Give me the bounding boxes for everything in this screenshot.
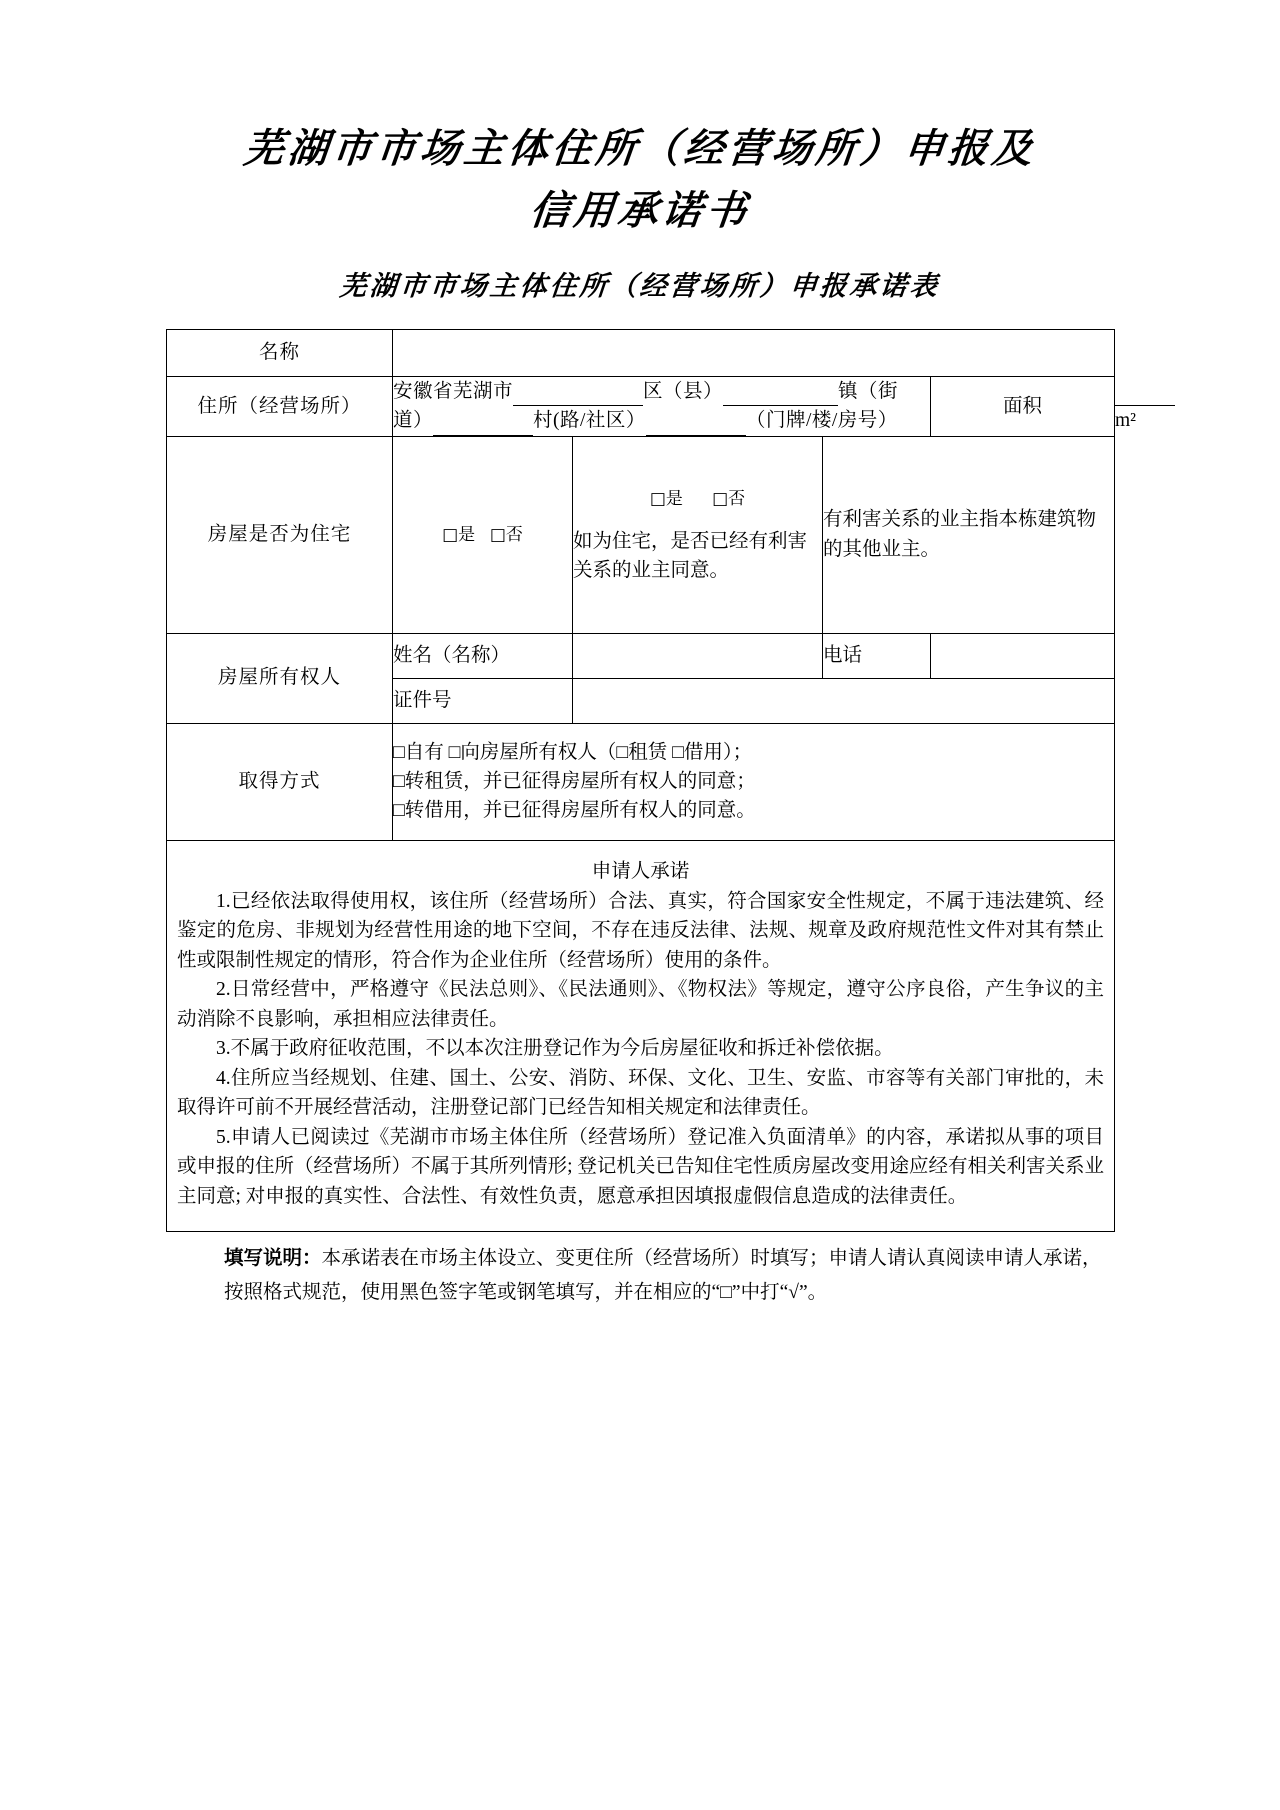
commitment-body: [167, 887, 1114, 1218]
address-blank-town[interactable]: [723, 383, 838, 406]
instructions-line-2: 按照格式规范，使用黑色签字笔或钢笔填写，并在相应的“□”中打“√”。: [224, 1281, 828, 1303]
instructions-text-1: 本承诺表在市场主体设立、变更住所（经营场所）时填写；申请人请认真阅读申请人承诺，: [321, 1247, 1102, 1269]
checkbox-consent-no[interactable]: □否: [712, 488, 746, 509]
address-blank-house[interactable]: [646, 413, 746, 436]
document-subtitle: 芜湖市市场主体住所（经营场所）申报承诺表: [338, 271, 942, 302]
address-village-suffix: 村(路/社区）: [533, 410, 646, 432]
consent-options: [573, 484, 822, 513]
address-line2-prefix: 道）: [393, 410, 434, 432]
area-blank[interactable]: [1115, 383, 1175, 406]
acquire-option-2[interactable]: □转租赁，并已征得房屋所有权人的同意；: [393, 770, 756, 792]
table-row-address: [167, 377, 1115, 437]
instructions-label: 填写说明：: [224, 1247, 322, 1269]
field-owner-consent[interactable]: [573, 436, 823, 633]
table-row-acquire: [167, 723, 1115, 840]
title-block: [0, 0, 1280, 303]
field-owner-name[interactable]: [573, 633, 823, 678]
commitment-paragraph-3: 3.不属于政府征收范围，不以本次注册登记作为今后房屋征收和拆迁补偿依据。: [216, 1038, 894, 1060]
address-house-suffix: （门牌/楼/房号）: [745, 410, 898, 432]
label-area: 面积: [931, 377, 1115, 437]
field-owner-phone[interactable]: [931, 633, 1115, 678]
residential-note: 有利害关系的业主指本栋建筑物的其他业主。: [823, 436, 1115, 633]
label-entity-name: 名称: [167, 330, 393, 377]
commitment-paragraph-5: 5.申请人已阅读过《芜湖市市场主体住所（经营场所）登记准入负面清单》的内容，承诺拟从事的项目或申报的住所（经营场所）不属于其所列情形; 登记机关已告知住宅性质房屋改变用途应经有相关利害关系业主同意; 对申报的真实性、合法性、有效性负责，愿意承担因填报虚假信息造成的法律责任。: [177, 1126, 1104, 1207]
field-entity-name[interactable]: [393, 330, 1115, 377]
table-row-commitment: [167, 840, 1115, 1231]
form-table-wrapper: [166, 329, 1137, 1232]
document-title-line-2: 信用承诺书: [527, 187, 753, 234]
checkbox-residential-no[interactable]: □否: [489, 524, 523, 545]
address-district-suffix: 区（县）: [643, 381, 724, 402]
table-row-name: [167, 330, 1115, 377]
label-owner-phone: 电话: [823, 633, 931, 678]
checkbox-consent-yes[interactable]: □是: [649, 488, 683, 509]
consent-question-text: 如为住宅，是否已经有利害关系的业主同意。: [573, 530, 808, 582]
commitment-cell: [167, 840, 1115, 1231]
address-prefix: 安徽省芜湖市: [393, 381, 514, 402]
declaration-form-table: [166, 329, 1137, 1232]
address-blank-district[interactable]: [513, 383, 643, 406]
field-residential-choice[interactable]: [393, 436, 573, 633]
label-is-residential: 房屋是否为住宅: [167, 436, 393, 633]
commitment-paragraph-1: 1.已经依法取得使用权，该住所（经营场所）合法、真实，符合国家安全性规定，不属于违法建筑、经鉴定的危房、非规划为经营性用途的地下空间，不存在违反法律、法规、规章及政府规范性文件对其有禁止性或限制性规定的情形，符合作为企业住所（经营场所）使用的条件。: [177, 890, 1104, 971]
acquire-option-3[interactable]: □转借用，并已征得房屋所有权人的同意。: [393, 800, 756, 822]
document-title-line-1: 芜湖市市场主体住所（经营场所）申报及: [241, 125, 1039, 172]
instructions-line-1: [224, 1242, 1114, 1276]
commitment-paragraph-4: 4.住所应当经规划、住建、国土、公安、消防、环保、文化、卫生、安监、市容等有关部门审批的，未取得许可前不开展经营活动，注册登记部门已经告知相关规定和法律责任。: [177, 1067, 1104, 1119]
label-owner-name: 姓名（名称）: [393, 633, 573, 678]
label-house-owner: 房屋所有权人: [167, 633, 393, 723]
form-instructions: [166, 1242, 1114, 1310]
table-row-residential: [167, 436, 1115, 633]
commitment-paragraph-2: 2.日常经营中，严格遵守《民法总则》、《民法通则》、《物权法》等规定，遵守公序良俗，产生争议的主动消除不良影响，承担相应法律责任。: [177, 979, 1104, 1030]
field-acquire-options[interactable]: [393, 723, 1115, 840]
table-row-owner-name: [167, 633, 1115, 678]
checkbox-residential-yes[interactable]: □是: [442, 524, 476, 545]
address-blank-village[interactable]: [433, 413, 533, 436]
label-acquire-method: 取得方式: [167, 723, 393, 840]
field-address-composite[interactable]: [393, 377, 931, 437]
label-address: 住所（经营场所）: [167, 377, 393, 437]
area-unit: m²: [1115, 410, 1137, 432]
commitment-heading: 申请人承诺: [591, 860, 690, 882]
address-town-suffix: 镇（街: [838, 381, 899, 402]
acquire-option-1[interactable]: □自有 □向房屋所有权人（□租赁 □借用）；: [393, 741, 753, 763]
field-owner-id[interactable]: [573, 678, 1115, 723]
label-owner-id: 证件号: [393, 678, 573, 723]
